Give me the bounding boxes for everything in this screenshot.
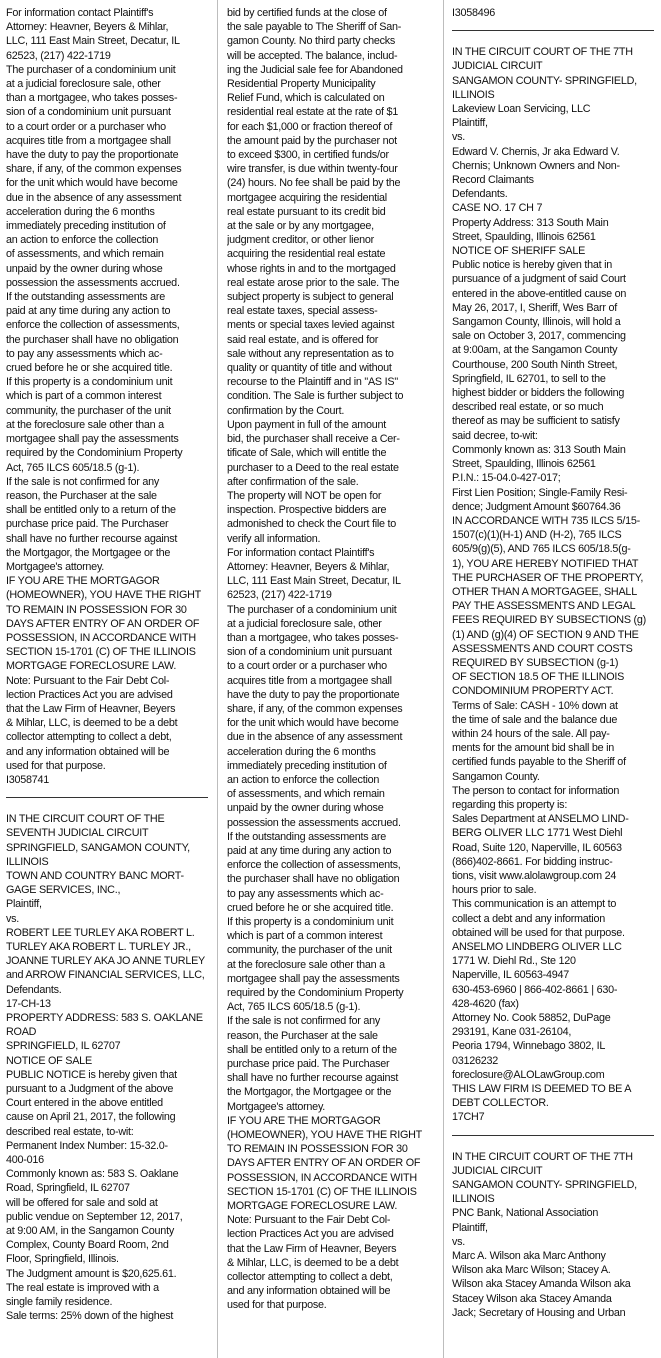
notice-line: an action to enforce the collection (6, 234, 159, 247)
notice-line: shall be entitled only to a return of the (6, 504, 176, 517)
notice-line: Note: Pursuant to the Fair Debt Col- (6, 674, 170, 687)
notice-line: Plaintiff, (452, 1221, 488, 1234)
notice-line: (HOMEOWNER), YOU HAVE THE RIGHT (227, 1129, 423, 1142)
notice-line: Lakeview Loan Servicing, LLC (452, 103, 591, 116)
notice-line: at 9:00 AM, in the Sangamon County (6, 1225, 174, 1238)
notice-line: vs. (452, 131, 466, 144)
notice-line: Street, Spaulding, Illinois 62561 (452, 230, 596, 243)
notice-line: possession the assessments accrued. (227, 816, 401, 829)
notice-line: to a court order or a purchaser who (6, 120, 166, 133)
notice-line: Complex, County Board Room, 2nd (6, 1239, 169, 1252)
notice-line: Plaintiff, (452, 117, 488, 130)
notice-line: Wilson aka Stacey Amanda Wilson aka (452, 1278, 631, 1291)
notice-line: at the foreclosure sale other than a (227, 958, 385, 971)
notice-line: ROBERT LEE TURLEY AKA ROBERT L. (6, 926, 195, 939)
notice-line: The real estate is improved with a (6, 1281, 159, 1294)
notice-line: If the sale is not confirmed for any (227, 1015, 381, 1028)
notice-line: certified funds payable to the Sheriff of (452, 756, 626, 769)
notice-line: foreclosure@ALOLawGroup.com (452, 1068, 605, 1081)
notice-line: used for that purpose. (6, 759, 106, 772)
notice-line: reason, the Purchaser at the sale (6, 489, 157, 502)
notice-line: Court entered in the above entitled (6, 1097, 163, 1110)
notice-line: to exceed $300, in certified funds/or (227, 149, 389, 162)
notice-line: TO REMAIN IN POSSESSION FOR 30 (6, 603, 187, 616)
notice-line: Defendants. (452, 188, 508, 201)
notice-line: at a judicial foreclosure sale, other (6, 78, 161, 91)
notice-line: SECTION 15-1701 (C) OF THE ILLINOIS (227, 1185, 417, 1198)
notice-line: IN THE CIRCUIT COURT OF THE 7TH (452, 46, 633, 59)
notice-line: (1) AND (g)(4) OF SECTION 9 AND THE (452, 628, 639, 641)
notice-line: Road, Suite 120, Naperville, IL 60563 (452, 841, 622, 854)
notice-line: 293191, Kane 031-26104, (452, 1026, 572, 1039)
notice-line: possession the assessments accrued. (6, 276, 180, 289)
notice-line: ing the Judicial sale fee for Abandoned (227, 63, 403, 76)
notice-line: pursuant to a Judgment of the above (6, 1083, 174, 1096)
notice-line: at 9:00am, at the Sangamon County (452, 344, 618, 357)
notice-line: the sale payable to The Sheriff of San- (227, 21, 402, 34)
notice-line: acceleration during the 6 months (227, 745, 376, 758)
notice-line: at the foreclosure sale other than a (6, 418, 164, 431)
notice-line: Street, Spaulding, Illinois 62561 (452, 458, 596, 471)
notice-line: gamon County. No third party checks (227, 35, 396, 48)
notice-line: Sales Department at ANSELMO LIND- (452, 813, 629, 826)
notice-line: Attorney: Heavner, Beyers & Mihlar, (227, 560, 390, 573)
notice-line: subject property is subject to general (227, 291, 394, 304)
legal-notice (452, 6, 654, 20)
notice-line: of assessments, and which remain (227, 788, 385, 801)
notice-line: real estate arose prior to the sale. The (227, 276, 400, 289)
notice-line: Permanent Index Number: 15-32.0- (6, 1139, 168, 1152)
notice-line: the time of sale and the balance due (452, 713, 618, 726)
notice-line: immediately preceding institution of (227, 759, 387, 772)
notice-line: The person to contact for information (452, 784, 620, 797)
notice-line: acquires title from a mortgagee shall (227, 674, 392, 687)
notice-line: NOTICE OF SALE (6, 1054, 92, 1067)
notice-line: Marc A. Wilson aka Marc Anthony (452, 1250, 606, 1263)
notice-line: May 26, 2017, I, Sheriff, Wes Barr of (452, 301, 617, 314)
notice-line: CONDOMINIUM PROPERTY ACT. (452, 685, 614, 698)
notice-line: ROAD (6, 1026, 37, 1039)
notice-line: inspection. Prospective bidders are (227, 504, 387, 517)
notice-line: SANGAMON COUNTY- SPRINGFIELD, (452, 74, 637, 87)
notice-line: ILLINOIS (452, 1193, 495, 1206)
notice-line: Act, 765 ILCS 605/18.5 (g-1). (227, 1001, 361, 1014)
notice-line: for the unit which would have become (6, 177, 178, 190)
notice-line: quality or quantity of title and without (227, 362, 392, 375)
notice-line: and any information obtained will be (6, 745, 170, 758)
notice-line: real estate pursuant to its credit bid (227, 205, 386, 218)
notice-line: 630-453-6960 | 866-402-8661 | 630- (452, 983, 618, 996)
notice-line: to a court order or a purchaser who (227, 660, 387, 673)
notice-line: entered in the above-entitled cause on (452, 287, 627, 300)
notice-line: said real estate, and is offered for (227, 333, 379, 346)
notice-line: whose rights in and to the mortgaged (227, 262, 396, 275)
notice-line: immediately preceding institution of (6, 220, 166, 233)
notice-line: obtained will be used for that purpose. (452, 926, 625, 939)
notice-line: to pay any assessments which ac- (227, 887, 384, 900)
legal-notice (6, 6, 208, 787)
notice-line: sion of a condominium unit pursuant (227, 646, 392, 659)
notice-line: crued before he or she acquired title. (227, 901, 394, 914)
notice-line: IF YOU ARE THE MORTGAGOR (227, 1114, 381, 1127)
notice-line: reason, the Purchaser at the sale (227, 1029, 378, 1042)
notice-line: for each $1,000 or fraction thereof of (227, 120, 393, 133)
notice-line: single family residence. (6, 1296, 113, 1309)
notice-line: which is part of a common interest (6, 390, 162, 403)
notice-line: shall be entitled only to a return of the (227, 1043, 397, 1056)
notice-line: The Judgment amount is $20,625.61. (6, 1267, 177, 1280)
notice-line: The purchaser of a condominium unit (227, 603, 397, 616)
notice-line: 17CH7 (452, 1111, 485, 1124)
notice-line: 62523, (217) 422-1719 (227, 589, 332, 602)
notice-line: Springfield, IL 62701, to sell to the (452, 372, 606, 385)
notice-line: JUDICIAL CIRCUIT (452, 1164, 543, 1177)
notice-line: For information contact Plaintiff's (227, 546, 375, 559)
notice-line: IN THE CIRCUIT COURT OF THE (6, 813, 165, 826)
notice-line: SECTION 15-1701 (C) OF THE ILLINOIS (6, 646, 196, 659)
notice-line: JUDICIAL CIRCUIT (452, 60, 543, 73)
notice-line: Mortgagee's attorney. (227, 1100, 326, 1113)
notice-line: admonished to check the Court file to (227, 518, 396, 531)
notice-line: FEES REQUIRED BY SUBSECTIONS (g) (452, 614, 646, 627)
notice-line: thereof as may be sufficient to satisfy (452, 415, 620, 428)
notice-line: 428-4620 (fax) (452, 997, 519, 1010)
notice-line: paid at any time during any action to (6, 305, 171, 318)
notice-line: acquires title from a mortgagee shall (6, 134, 171, 147)
notice-line: TOWN AND COUNTRY BANC MORT- (6, 869, 184, 882)
notice-line: have the duty to pay the proportionate (227, 688, 400, 701)
notice-line: Attorney No. Cook 58852, DuPage (452, 1012, 611, 1025)
notice-line: For information contact Plaintiff's (6, 7, 154, 19)
notice-line: POSSESSION, IN ACCORDANCE WITH (227, 1171, 417, 1184)
notice-line: 1771 W. Diehl Rd., Ste 120 (452, 955, 576, 968)
column-1 (6, 6, 208, 1351)
notice-line: and any information obtained will be (227, 1285, 391, 1298)
notice-line: described real estate, or so much (452, 401, 604, 414)
notice-line: 400-016 (6, 1154, 44, 1167)
notice-line: mortgagee acquiring the residential (227, 191, 387, 204)
notice-line: Commonly known as: 583 S. Oaklane (6, 1168, 179, 1181)
notice-line: unpaid by the owner during whose (227, 802, 384, 815)
notice-line: Act, 765 ILCS 605/18.5 (g-1). (6, 461, 140, 474)
notice-line: If the sale is not confirmed for any (6, 475, 160, 488)
notice-line: hours prior to sale. (452, 884, 537, 897)
notice-line: If this property is a condominium unit (227, 916, 394, 928)
legal-notice (227, 6, 429, 1313)
notice-line: Floor, Springfield, Illinois. (6, 1253, 119, 1266)
notice-line: enforce the collection of assessments, (227, 859, 401, 872)
notice-line: Sangamon County. (452, 770, 540, 783)
notice-line: Chernis; Unknown Owners and Non- (452, 159, 620, 172)
notice-line: Public notice is hereby given that in (452, 259, 612, 272)
notice-line: Terms of Sale: CASH - 10% down at (452, 699, 618, 712)
notice-line: will be accepted. The balance, includ- (227, 49, 398, 62)
notice-line: DAYS AFTER ENTRY OF AN ORDER OF (6, 617, 200, 630)
column-2 (227, 6, 429, 1351)
notice-line: bid by certified funds at the close of (227, 7, 387, 19)
notice-line: If the outstanding assessments are (6, 291, 165, 304)
notice-line: judgment creditor, or other lienor (227, 234, 374, 247)
notice-line: POSSESSION, IN ACCORDANCE WITH (6, 631, 196, 644)
notice-line: IN THE CIRCUIT COURT OF THE 7TH (452, 1150, 633, 1163)
notice-line: SPRINGFIELD, SANGAMON COUNTY, (6, 841, 190, 854)
notice-line: will be offered for sale and sold at (6, 1196, 158, 1209)
notice-line: NOTICE OF SHERIFF SALE (452, 245, 586, 258)
notice-line: enforce the collection of assessments, (6, 319, 180, 332)
notice-line: Mortgagee's attorney. (6, 560, 105, 573)
notice-line: sion of a condominium unit pursuant (6, 106, 171, 119)
column-rule-1 (217, 0, 218, 1358)
notice-line: sale on October 3, 2017, commencing (452, 330, 626, 343)
notice-line: purchaser to a Deed to the real estate (227, 461, 399, 474)
notice-line: Record Claimants (452, 174, 534, 187)
notice-line: residential real estate at the rate of $1 (227, 106, 399, 119)
notice-line: public vendue on September 12, 2017, (6, 1210, 183, 1223)
notice-line: than a mortgagee, who takes posses- (6, 92, 178, 105)
notice-line: Commonly known as: 313 South Main (452, 443, 626, 456)
notice-line: community, the purchaser of the unit (227, 944, 392, 957)
notice-line: shall have no further recourse against (6, 532, 178, 545)
notice-line: collect a debt and any information (452, 912, 605, 925)
notice-line: PNC Bank, National Association (452, 1207, 599, 1220)
notice-line: sale without any representation as to (227, 347, 394, 360)
notice-line: purchase price paid. The Purchaser (227, 1058, 390, 1071)
notice-line: an action to enforce the collection (227, 773, 380, 786)
notice-line: Residential Property Municipality (227, 78, 376, 91)
notice-line: real estate taxes, special assess- (227, 305, 378, 318)
notice-line: crued before he or she acquired title. (6, 362, 173, 375)
notice-line: Property Address: 313 South Main (452, 216, 609, 229)
notice-line: LLC, 111 East Main Street, Decatur, IL (6, 35, 180, 48)
notice-line: tificate of Sale, which will entitle the (227, 447, 387, 460)
notice-line: lection Practices Act you are advised (227, 1228, 394, 1241)
notice-line: used for that purpose. (227, 1299, 327, 1312)
notice-line: Upon payment in full of the amount (227, 418, 386, 431)
notice-line: at the sale or by any mortgagee, (227, 220, 374, 233)
legal-notice (452, 45, 654, 1124)
notice-line: 03126232 (452, 1054, 499, 1067)
notice-line: TO REMAIN IN POSSESSION FOR 30 (227, 1143, 408, 1156)
notice-line: acceleration during the 6 months (6, 205, 155, 218)
notice-line: pursuance of a judgment of said Court (452, 273, 626, 286)
notice-line: MORTGAGE FORECLOSURE LAW. (227, 1200, 398, 1213)
notice-line: Naperville, IL 60563-4947 (452, 969, 569, 982)
notice-line: PAY THE ASSESSMENTS AND LEGAL (452, 600, 636, 613)
notice-line: ILLINOIS (452, 88, 495, 101)
notice-line: cause on April 21, 2017, the following (6, 1111, 176, 1124)
notice-line: GAGE SERVICES, INC., (6, 884, 121, 897)
notice-line: condition. The Sale is further subject to (227, 390, 404, 403)
notice-line: Courthouse, 200 South Ninth Street, (452, 358, 618, 371)
notice-line: share, if any, of the common expenses (6, 163, 182, 176)
notice-line: ILLINOIS (6, 855, 49, 868)
notice-divider (6, 797, 208, 798)
notice-line: the purchaser shall have no obligation (6, 333, 179, 346)
notice-line: recourse to the Plaintiff and in "AS IS" (227, 376, 398, 389)
notice-line: the amount paid by the purchaser not (227, 134, 397, 147)
notice-line: MORTGAGE FORECLOSURE LAW. (6, 660, 177, 673)
notice-line: Attorney: Heavner, Beyers & Mihlar, (6, 21, 169, 34)
notice-line: the purchaser shall have no obligation (227, 873, 400, 886)
notice-line: JOANNE TURLEY AKA JO ANNE TURLEY (6, 955, 206, 968)
notice-line: & Mihlar, LLC, is deemed to be a debt (227, 1256, 399, 1269)
notice-line: shall have no further recourse against (227, 1072, 399, 1085)
notice-line: Plaintiff, (6, 898, 42, 911)
notice-line: REQUIRED BY SUBSECTION (g-1) (452, 656, 619, 669)
notice-line: community, the purchaser of the unit (6, 404, 171, 417)
notice-line: which is part of a common interest (227, 930, 383, 943)
notice-line: wire transfer, is due within twenty-four (227, 163, 398, 176)
notice-line: ments for the amount bid shall be in (452, 742, 615, 755)
notice-line: vs. (6, 912, 20, 925)
notice-line: Note: Pursuant to the Fair Debt Col- (227, 1214, 391, 1227)
notice-line: that the Law Firm of Heavner, Beyers (227, 1242, 397, 1255)
notice-line: at a judicial foreclosure sale, other (227, 617, 382, 630)
notice-line: I3058741 (6, 773, 50, 786)
legal-notice (452, 1150, 654, 1320)
notice-line: CASE NO. 17 CH 7 (452, 202, 543, 215)
notice-line: If the outstanding assessments are (227, 830, 386, 843)
notice-line: Road, Springfield, IL 62707 (6, 1182, 130, 1195)
notice-line: DAYS AFTER ENTRY OF AN ORDER OF (227, 1157, 421, 1170)
notice-line: Stacey Wilson aka Stacey Amanda (452, 1292, 612, 1305)
notice-divider (452, 30, 654, 31)
column-rule-2 (443, 0, 444, 1358)
notice-line: mortgagee shall pay the assessments (6, 433, 179, 446)
notice-line: Relief Fund, which is calculated on (227, 92, 385, 105)
notice-line: SANGAMON COUNTY- SPRINGFIELD, (452, 1179, 637, 1192)
notice-line: Edward V. Chernis, Jr aka Edward V. (452, 145, 620, 158)
notice-line: tions, visit www.alolawgroup.com 24 (452, 869, 617, 882)
notice-line: unpaid by the owner during whose (6, 262, 163, 275)
notice-line: THE PURCHASER OF THE PROPERTY, (452, 571, 644, 584)
notice-line: the Mortgagor, the Mortgagee or the (6, 546, 171, 559)
notice-line: IN ACCORDANCE WITH 735 ILCS 5/15- (452, 514, 640, 527)
notice-line: PROPERTY ADDRESS: 583 S. OAKLANE (6, 1012, 203, 1025)
notice-line: and ARROW FINANCIAL SERVICES, LLC, (6, 969, 205, 982)
notice-line: Defendants. (6, 983, 62, 996)
notice-line: DEBT COLLECTOR. (452, 1097, 549, 1110)
notice-line: Sangamon County, Illinois, will hold a (452, 316, 621, 329)
notice-line: the Mortgagor, the Mortgagee or the (227, 1086, 392, 1099)
notice-line: Sale terms: 25% down of the highest (6, 1310, 174, 1323)
column-3 (452, 6, 654, 1351)
notice-line: ANSELMO LINDBERG OLIVER LLC (452, 941, 622, 953)
notice-line: after confirmation of the sale. (227, 475, 359, 488)
notice-line: than a mortgagee, who takes posses- (227, 631, 399, 644)
notice-line: paid at any time during any action to (227, 844, 392, 857)
notice-line: collector attempting to collect a debt, (227, 1271, 393, 1284)
notice-line: to pay any assessments which ac- (6, 347, 163, 360)
notice-line: The purchaser of a condominium unit (6, 63, 176, 76)
notice-line: dence; Judgment Amount $60764.36 (452, 500, 621, 513)
notice-line: First Lien Position; Single-Family Resi- (452, 486, 628, 499)
notice-line: mortgagee shall pay the assessments (227, 972, 400, 985)
notice-line: This communication is an attempt to (452, 898, 617, 911)
notice-divider (452, 1135, 654, 1136)
notice-line: ments or special taxes levied against (227, 319, 395, 332)
notice-line: required by the Condominium Property (6, 447, 183, 460)
notice-line: 605/9(g)(5), AND 765 ILCS 605/18.5(g- (452, 543, 631, 556)
notice-line: (24) hours. No fee shall be paid by the (227, 177, 401, 190)
notice-line: OTHER THAN A MORTGAGEE, SHALL (452, 585, 637, 598)
notice-line: BERG OLIVER LLC 1771 West Diehl (452, 827, 623, 840)
notice-line: collector attempting to collect a debt, (6, 731, 172, 744)
notice-line: TURLEY AKA ROBERT L. TURLEY JR., (6, 941, 191, 953)
notice-line: Peoria 1794, Winnebago 3802, IL (452, 1040, 606, 1053)
notice-line: (866)402-8661. For bidding instruc- (452, 855, 613, 868)
notice-line: I3058496 (452, 7, 496, 19)
notice-line: regarding this property is: (452, 798, 568, 811)
legal-notice (6, 812, 208, 1323)
notice-line: 1), YOU ARE HEREBY NOTIFIED THAT (452, 557, 639, 570)
notice-line: required by the Condominium Property (227, 987, 404, 1000)
notice-line: confirmation by the Court. (227, 404, 345, 417)
notice-line: said decree, to-wit: (452, 429, 538, 442)
notice-line: bid, the purchaser shall receive a Cer- (227, 433, 400, 446)
notice-line: The property will NOT be open for (227, 489, 382, 502)
notice-line: 62523, (217) 422-1719 (6, 49, 111, 62)
notice-line: lection Practices Act you are advised (6, 688, 173, 701)
notice-line: of assessments, and which remain (6, 248, 164, 261)
notice-line: Wilson aka Marc Wilson; Stacey A. (452, 1264, 611, 1277)
notice-line: acquiring the residential real estate (227, 248, 386, 261)
notice-line: verify all information. (227, 532, 321, 545)
notice-line: highest bidder or bidders the following (452, 387, 625, 400)
notice-line: PUBLIC NOTICE is hereby given that (6, 1068, 177, 1081)
notice-line: & Mihlar, LLC, is deemed to be a debt (6, 717, 178, 730)
notice-line: 17-CH-13 (6, 997, 51, 1010)
notice-line: If this property is a condominium unit (6, 376, 173, 389)
notice-line: (HOMEOWNER), YOU HAVE THE RIGHT (6, 589, 202, 602)
notice-line: due in the absence of any assessment (6, 191, 182, 204)
notice-line: share, if any, of the common expenses (227, 702, 403, 715)
notice-line: IF YOU ARE THE MORTGAGOR (6, 575, 160, 588)
notice-line: vs. (452, 1235, 466, 1248)
notice-line: OF SECTION 18.5 OF THE ILLINOIS (452, 671, 625, 684)
notice-line: due in the absence of any assessment (227, 731, 403, 744)
notice-line: ASSESSMENTS AND COURT COSTS (452, 642, 633, 655)
notice-line: P.I.N.: 15-04.0-427-017; (452, 472, 561, 485)
notice-line: that the Law Firm of Heavner, Beyers (6, 702, 176, 715)
notice-line: within 24 hours of the sale. All pay- (452, 727, 610, 740)
notice-line: SPRINGFIELD, IL 62707 (6, 1040, 121, 1053)
notice-line: 1507(c)(1)(H-1) AND (H-2), 765 ILCS (452, 529, 622, 542)
notice-line: have the duty to pay the proportionate (6, 149, 179, 162)
notice-line: LLC, 111 East Main Street, Decatur, IL (227, 575, 401, 588)
notice-line: Jack; Secretary of Housing and Urban (452, 1306, 626, 1319)
notice-line: for the unit which would have become (227, 717, 399, 730)
notice-line: THIS LAW FIRM IS DEEMED TO BE A (452, 1083, 632, 1096)
notice-line: purchase price paid. The Purchaser (6, 518, 169, 531)
notice-line: SEVENTH JUDICIAL CIRCUIT (6, 827, 149, 840)
notice-line: described real estate, to-wit: (6, 1125, 134, 1138)
